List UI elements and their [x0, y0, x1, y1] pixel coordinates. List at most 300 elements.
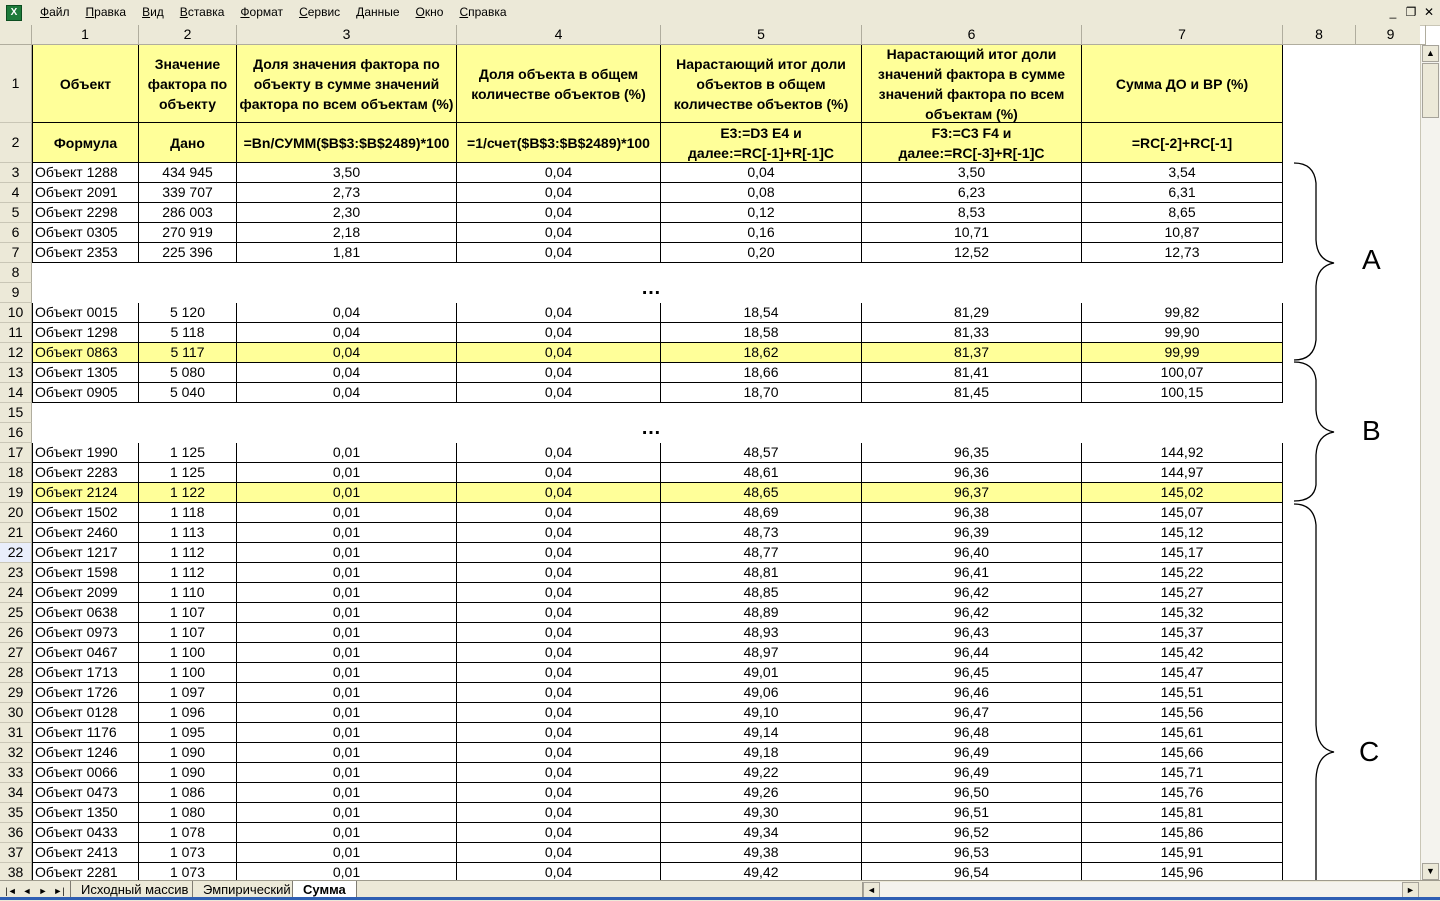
row-header[interactable]: 29 — [0, 683, 32, 703]
object-name-cell[interactable]: Объект 2353 — [32, 243, 139, 263]
column-header[interactable]: 9 — [1356, 25, 1426, 45]
value-cell[interactable]: 145,96 — [1082, 863, 1283, 883]
row-header[interactable]: 30 — [0, 703, 32, 723]
column-header[interactable]: 7 — [1082, 25, 1283, 45]
value-cell[interactable]: 0,04 — [661, 163, 862, 183]
value-cell[interactable]: 48,69 — [661, 503, 862, 523]
value-cell[interactable]: 5 080 — [139, 363, 237, 383]
value-cell[interactable]: 18,66 — [661, 363, 862, 383]
value-cell[interactable]: 0,04 — [457, 563, 661, 583]
menu-item[interactable]: Окно — [415, 5, 444, 19]
value-cell[interactable]: 96,44 — [862, 643, 1082, 663]
menu-item[interactable]: Справка — [459, 5, 507, 19]
value-cell[interactable]: 2,73 — [237, 183, 457, 203]
value-cell[interactable]: 0,01 — [237, 803, 457, 823]
value-cell[interactable]: 49,30 — [661, 803, 862, 823]
value-cell[interactable]: 10,71 — [862, 223, 1082, 243]
row-header[interactable]: 9 — [0, 283, 32, 303]
value-cell[interactable]: 0,01 — [237, 483, 457, 503]
value-cell[interactable]: 2,30 — [237, 203, 457, 223]
value-cell[interactable]: 96,47 — [862, 703, 1082, 723]
value-cell[interactable]: 145,27 — [1082, 583, 1283, 603]
value-cell[interactable]: 145,02 — [1082, 483, 1283, 503]
sheet-tab[interactable]: Сумма — [292, 881, 357, 900]
value-cell[interactable]: 1 096 — [139, 703, 237, 723]
value-cell[interactable]: 0,04 — [237, 323, 457, 343]
value-cell[interactable]: 0,01 — [237, 623, 457, 643]
object-name-cell[interactable]: Объект 1990 — [32, 443, 139, 463]
value-cell[interactable]: 18,54 — [661, 303, 862, 323]
value-cell[interactable]: 0,01 — [237, 683, 457, 703]
value-cell[interactable]: 0,01 — [237, 783, 457, 803]
row-header[interactable]: 33 — [0, 763, 32, 783]
value-cell[interactable]: 100,07 — [1082, 363, 1283, 383]
object-name-cell[interactable]: Объект 2413 — [32, 843, 139, 863]
row-header[interactable]: 28 — [0, 663, 32, 683]
value-cell[interactable]: 5 118 — [139, 323, 237, 343]
value-cell[interactable]: 0,01 — [237, 583, 457, 603]
value-cell[interactable]: 0,04 — [457, 543, 661, 563]
value-cell[interactable]: 1 125 — [139, 443, 237, 463]
value-cell[interactable]: 100,15 — [1082, 383, 1283, 403]
value-cell[interactable]: 96,43 — [862, 623, 1082, 643]
value-cell[interactable]: 0,01 — [237, 763, 457, 783]
value-cell[interactable]: 145,17 — [1082, 543, 1283, 563]
value-cell[interactable]: 0,04 — [457, 523, 661, 543]
value-cell[interactable]: 1 125 — [139, 463, 237, 483]
value-cell[interactable]: 0,04 — [457, 843, 661, 863]
value-cell[interactable]: 49,26 — [661, 783, 862, 803]
row-header[interactable]: 3 — [0, 163, 32, 183]
value-cell[interactable]: 1 112 — [139, 563, 237, 583]
value-cell[interactable]: 81,45 — [862, 383, 1082, 403]
row-header[interactable]: 18 — [0, 463, 32, 483]
value-cell[interactable]: 145,22 — [1082, 563, 1283, 583]
row-header[interactable]: 1 — [0, 45, 32, 123]
value-cell[interactable]: 0,04 — [457, 683, 661, 703]
object-name-cell[interactable]: Объект 0973 — [32, 623, 139, 643]
menu-item[interactable]: Вид — [142, 5, 164, 19]
object-name-cell[interactable]: Объект 1713 — [32, 663, 139, 683]
value-cell[interactable]: 81,41 — [862, 363, 1082, 383]
value-cell[interactable]: 0,04 — [457, 763, 661, 783]
value-cell[interactable]: 10,87 — [1082, 223, 1283, 243]
row-header[interactable]: 19 — [0, 483, 32, 503]
object-name-cell[interactable]: Объект 1298 — [32, 323, 139, 343]
vertical-scrollbar[interactable] — [1420, 45, 1440, 880]
value-cell[interactable]: 96,51 — [862, 803, 1082, 823]
row-header[interactable]: 31 — [0, 723, 32, 743]
formula-cell[interactable]: =1/счет($B$3:$B$2489)*100 — [457, 123, 661, 163]
object-name-cell[interactable]: Объект 0128 — [32, 703, 139, 723]
row-header[interactable]: 16 — [0, 423, 32, 443]
row-header[interactable]: 27 — [0, 643, 32, 663]
menu-item[interactable]: Правка — [85, 5, 127, 19]
value-cell[interactable]: 12,73 — [1082, 243, 1283, 263]
value-cell[interactable]: 1 086 — [139, 783, 237, 803]
value-cell[interactable]: 12,52 — [862, 243, 1082, 263]
row-header[interactable]: 37 — [0, 843, 32, 863]
object-name-cell[interactable]: Объект 1598 — [32, 563, 139, 583]
value-cell[interactable]: 96,50 — [862, 783, 1082, 803]
value-cell[interactable]: 6,23 — [862, 183, 1082, 203]
menu-item[interactable]: Формат — [240, 5, 284, 19]
value-cell[interactable]: 81,29 — [862, 303, 1082, 323]
row-header[interactable]: 38 — [0, 863, 32, 883]
row-header[interactable]: 25 — [0, 603, 32, 623]
row-header[interactable]: 12 — [0, 343, 32, 363]
select-all-corner[interactable] — [0, 25, 32, 45]
row-header[interactable]: 14 — [0, 383, 32, 403]
value-cell[interactable]: 96,41 — [862, 563, 1082, 583]
value-cell[interactable]: 96,37 — [862, 483, 1082, 503]
value-cell[interactable]: 96,42 — [862, 583, 1082, 603]
formula-cell[interactable]: F3:=C3 F4 и далее:=RC[-3]+R[-1]C — [862, 123, 1082, 163]
value-cell[interactable]: 5 117 — [139, 343, 237, 363]
scroll-left-icon[interactable]: ◄ — [863, 882, 880, 899]
object-name-cell[interactable]: Объект 1726 — [32, 683, 139, 703]
object-name-cell[interactable]: Объект 0305 — [32, 223, 139, 243]
value-cell[interactable]: 99,90 — [1082, 323, 1283, 343]
value-cell[interactable]: 81,37 — [862, 343, 1082, 363]
value-cell[interactable]: 1 110 — [139, 583, 237, 603]
value-cell[interactable]: 48,97 — [661, 643, 862, 663]
value-cell[interactable]: 96,36 — [862, 463, 1082, 483]
value-cell[interactable]: 49,22 — [661, 763, 862, 783]
value-cell[interactable]: 3,50 — [237, 163, 457, 183]
row-header[interactable]: 6 — [0, 223, 32, 243]
value-cell[interactable]: 0,01 — [237, 463, 457, 483]
value-cell[interactable]: 1 097 — [139, 683, 237, 703]
sheet-tab[interactable]: Исходный массив — [70, 881, 199, 900]
value-cell[interactable]: 0,01 — [237, 663, 457, 683]
last-sheet-icon[interactable]: ►| — [53, 886, 65, 896]
sheet-tab[interactable]: Эмпирический — [192, 881, 302, 900]
value-cell[interactable]: 0,01 — [237, 523, 457, 543]
value-cell[interactable]: 0,04 — [457, 743, 661, 763]
value-cell[interactable]: 145,32 — [1082, 603, 1283, 623]
value-cell[interactable]: 0,04 — [237, 363, 457, 383]
value-cell[interactable]: 0,04 — [457, 183, 661, 203]
value-cell[interactable]: 0,04 — [457, 583, 661, 603]
value-cell[interactable]: 145,42 — [1082, 643, 1283, 663]
value-cell[interactable]: 1 095 — [139, 723, 237, 743]
value-cell[interactable]: 48,81 — [661, 563, 862, 583]
value-cell[interactable]: 8,65 — [1082, 203, 1283, 223]
value-cell[interactable]: 145,37 — [1082, 623, 1283, 643]
value-cell[interactable]: 145,07 — [1082, 503, 1283, 523]
object-name-cell[interactable]: Объект 0638 — [32, 603, 139, 623]
value-cell[interactable]: 1 113 — [139, 523, 237, 543]
value-cell[interactable]: 3,54 — [1082, 163, 1283, 183]
value-cell[interactable]: 0,01 — [237, 643, 457, 663]
value-cell[interactable]: 49,38 — [661, 843, 862, 863]
value-cell[interactable]: 48,77 — [661, 543, 862, 563]
value-cell[interactable]: 434 945 — [139, 163, 237, 183]
value-cell[interactable]: 145,12 — [1082, 523, 1283, 543]
object-name-cell[interactable]: Объект 2298 — [32, 203, 139, 223]
column-header[interactable]: 4 — [457, 25, 661, 45]
value-cell[interactable]: 0,04 — [237, 383, 457, 403]
object-name-cell[interactable]: Объект 2281 — [32, 863, 139, 883]
minimize-icon[interactable]: _ — [1389, 5, 1397, 19]
scroll-down-icon[interactable]: ▼ — [1422, 863, 1439, 880]
header-cell[interactable]: Сумма ДО и ВР (%) — [1082, 45, 1283, 123]
value-cell[interactable]: 0,04 — [457, 343, 661, 363]
value-cell[interactable]: 0,01 — [237, 443, 457, 463]
value-cell[interactable]: 0,04 — [457, 623, 661, 643]
close-icon[interactable]: ✕ — [1423, 5, 1435, 19]
value-cell[interactable]: 0,01 — [237, 823, 457, 843]
row-header[interactable]: 35 — [0, 803, 32, 823]
row-header[interactable]: 7 — [0, 243, 32, 263]
row-header[interactable]: 24 — [0, 583, 32, 603]
object-name-cell[interactable]: Объект 2091 — [32, 183, 139, 203]
row-header[interactable]: 36 — [0, 823, 32, 843]
row-header[interactable]: 5 — [0, 203, 32, 223]
value-cell[interactable]: 145,81 — [1082, 803, 1283, 823]
value-cell[interactable]: 286 003 — [139, 203, 237, 223]
row-header[interactable]: 10 — [0, 303, 32, 323]
value-cell[interactable]: 0,08 — [661, 183, 862, 203]
value-cell[interactable]: 0,01 — [237, 723, 457, 743]
object-name-cell[interactable]: Объект 0473 — [32, 783, 139, 803]
value-cell[interactable]: 48,57 — [661, 443, 862, 463]
object-name-cell[interactable]: Объект 2124 — [32, 483, 139, 503]
value-cell[interactable]: 1 080 — [139, 803, 237, 823]
value-cell[interactable]: 1 100 — [139, 663, 237, 683]
object-name-cell[interactable]: Объект 0467 — [32, 643, 139, 663]
value-cell[interactable]: 1 073 — [139, 843, 237, 863]
value-cell[interactable]: 8,53 — [862, 203, 1082, 223]
restore-icon[interactable]: ❐ — [1405, 5, 1417, 19]
value-cell[interactable]: 145,47 — [1082, 663, 1283, 683]
value-cell[interactable]: 1 100 — [139, 643, 237, 663]
menu-item[interactable]: Вставка — [179, 5, 225, 19]
value-cell[interactable]: 270 919 — [139, 223, 237, 243]
value-cell[interactable]: 96,48 — [862, 723, 1082, 743]
value-cell[interactable]: 49,42 — [661, 863, 862, 883]
object-name-cell[interactable]: Объект 0066 — [32, 763, 139, 783]
value-cell[interactable]: 0,04 — [237, 343, 457, 363]
value-cell[interactable]: 144,92 — [1082, 443, 1283, 463]
first-sheet-icon[interactable]: |◄ — [5, 886, 17, 896]
object-name-cell[interactable]: Объект 2099 — [32, 583, 139, 603]
value-cell[interactable]: 145,56 — [1082, 703, 1283, 723]
value-cell[interactable]: 99,82 — [1082, 303, 1283, 323]
row-header[interactable]: 32 — [0, 743, 32, 763]
value-cell[interactable]: 0,04 — [237, 303, 457, 323]
value-cell[interactable]: 48,65 — [661, 483, 862, 503]
value-cell[interactable]: 1 090 — [139, 743, 237, 763]
value-cell[interactable]: 0,04 — [457, 323, 661, 343]
value-cell[interactable]: 0,01 — [237, 743, 457, 763]
value-cell[interactable]: 0,12 — [661, 203, 862, 223]
value-cell[interactable]: 96,38 — [862, 503, 1082, 523]
value-cell[interactable]: 0,04 — [457, 223, 661, 243]
value-cell[interactable]: 145,51 — [1082, 683, 1283, 703]
column-header[interactable]: 1 — [32, 25, 139, 45]
header-cell[interactable]: Значение фактора по объекту — [139, 45, 237, 123]
value-cell[interactable]: 49,14 — [661, 723, 862, 743]
header-cell[interactable]: Доля объекта в общем количестве объектов (%) — [457, 45, 661, 123]
value-cell[interactable]: 1 118 — [139, 503, 237, 523]
formula-cell[interactable]: =RC[-2]+RC[-1] — [1082, 123, 1283, 163]
row-header[interactable]: 21 — [0, 523, 32, 543]
value-cell[interactable]: 0,04 — [457, 383, 661, 403]
value-cell[interactable]: 3,50 — [862, 163, 1082, 183]
next-sheet-icon[interactable]: ► — [38, 886, 48, 896]
formula-cell[interactable]: =Bn/СУММ($B$3:$B$2489)*100 — [237, 123, 457, 163]
column-header[interactable]: 8 — [1283, 25, 1356, 45]
value-cell[interactable]: 0,01 — [237, 543, 457, 563]
value-cell[interactable]: 0,04 — [457, 163, 661, 183]
scroll-thumb[interactable] — [1422, 63, 1439, 118]
column-header[interactable]: 3 — [237, 25, 457, 45]
value-cell[interactable]: 81,33 — [862, 323, 1082, 343]
value-cell[interactable]: 0,04 — [457, 703, 661, 723]
value-cell[interactable]: 18,58 — [661, 323, 862, 343]
menu-item[interactable]: Данные — [356, 5, 400, 19]
value-cell[interactable]: 48,93 — [661, 623, 862, 643]
value-cell[interactable]: 96,53 — [862, 843, 1082, 863]
value-cell[interactable]: 49,34 — [661, 823, 862, 843]
object-name-cell[interactable]: Объект 1246 — [32, 743, 139, 763]
formula-cell[interactable]: E3:=D3 E4 и далее:=RC[-1]+R[-1]C — [661, 123, 862, 163]
value-cell[interactable]: 0,04 — [457, 503, 661, 523]
value-cell[interactable]: 1 107 — [139, 603, 237, 623]
value-cell[interactable]: 0,01 — [237, 603, 457, 623]
value-cell[interactable]: 1 107 — [139, 623, 237, 643]
value-cell[interactable]: 48,89 — [661, 603, 862, 623]
value-cell[interactable]: 49,01 — [661, 663, 862, 683]
row-header[interactable]: 20 — [0, 503, 32, 523]
value-cell[interactable]: 49,10 — [661, 703, 862, 723]
value-cell[interactable]: 225 396 — [139, 243, 237, 263]
prev-sheet-icon[interactable]: ◄ — [22, 886, 32, 896]
value-cell[interactable]: 1 090 — [139, 763, 237, 783]
value-cell[interactable]: 0,01 — [237, 863, 457, 883]
value-cell[interactable]: 1,81 — [237, 243, 457, 263]
value-cell[interactable]: 339 707 — [139, 183, 237, 203]
value-cell[interactable]: 0,04 — [457, 363, 661, 383]
value-cell[interactable]: 96,40 — [862, 543, 1082, 563]
row-header[interactable]: 17 — [0, 443, 32, 463]
value-cell[interactable]: 0,04 — [457, 643, 661, 663]
value-cell[interactable]: 48,73 — [661, 523, 862, 543]
row-header[interactable]: 4 — [0, 183, 32, 203]
value-cell[interactable]: 0,04 — [457, 823, 661, 843]
value-cell[interactable]: 6,31 — [1082, 183, 1283, 203]
value-cell[interactable]: 2,18 — [237, 223, 457, 243]
header-cell[interactable]: Объект — [32, 45, 139, 123]
value-cell[interactable]: 99,99 — [1082, 343, 1283, 363]
value-cell[interactable]: 0,01 — [237, 703, 457, 723]
row-header[interactable]: 26 — [0, 623, 32, 643]
object-name-cell[interactable]: Объект 1350 — [32, 803, 139, 823]
value-cell[interactable]: 96,42 — [862, 603, 1082, 623]
header-cell[interactable]: Нарастающий итог доли объектов в общем количестве объектов (%) — [661, 45, 862, 123]
value-cell[interactable]: 1 078 — [139, 823, 237, 843]
scroll-up-icon[interactable]: ▲ — [1422, 45, 1439, 62]
value-cell[interactable]: 0,01 — [237, 563, 457, 583]
row-header[interactable]: 34 — [0, 783, 32, 803]
object-name-cell[interactable]: Объект 2460 — [32, 523, 139, 543]
header-cell[interactable]: Доля значения фактора по объекту в сумме значений фактора по всем объектам (%) — [237, 45, 457, 123]
value-cell[interactable]: 0,04 — [457, 203, 661, 223]
column-header[interactable]: 6 — [862, 25, 1082, 45]
value-cell[interactable]: 145,76 — [1082, 783, 1283, 803]
value-cell[interactable]: 48,85 — [661, 583, 862, 603]
object-name-cell[interactable]: Объект 1502 — [32, 503, 139, 523]
row-header[interactable]: 2 — [0, 123, 32, 163]
column-header[interactable]: 5 — [661, 25, 862, 45]
value-cell[interactable]: 0,01 — [237, 843, 457, 863]
object-name-cell[interactable]: Объект 2283 — [32, 463, 139, 483]
object-name-cell[interactable]: Объект 1288 — [32, 163, 139, 183]
row-header[interactable]: 11 — [0, 323, 32, 343]
row-header[interactable]: 8 — [0, 263, 32, 283]
value-cell[interactable]: 0,20 — [661, 243, 862, 263]
value-cell[interactable]: 0,04 — [457, 303, 661, 323]
value-cell[interactable]: 0,01 — [237, 503, 457, 523]
formula-cell[interactable]: Дано — [139, 123, 237, 163]
value-cell[interactable]: 0,04 — [457, 483, 661, 503]
value-cell[interactable]: 96,54 — [862, 863, 1082, 883]
object-name-cell[interactable]: Объект 1176 — [32, 723, 139, 743]
header-cell[interactable]: Нарастающий итог доли значений фактора в сумме значений фактора по всем объектам (%) — [862, 45, 1082, 123]
value-cell[interactable]: 49,18 — [661, 743, 862, 763]
value-cell[interactable]: 1 073 — [139, 863, 237, 883]
value-cell[interactable]: 145,91 — [1082, 843, 1283, 863]
menu-item[interactable]: Сервис — [299, 5, 341, 19]
value-cell[interactable]: 0,04 — [457, 443, 661, 463]
row-header[interactable]: 23 — [0, 563, 32, 583]
value-cell[interactable]: 48,61 — [661, 463, 862, 483]
value-cell[interactable]: 144,97 — [1082, 463, 1283, 483]
value-cell[interactable]: 96,49 — [862, 763, 1082, 783]
object-name-cell[interactable]: Объект 1217 — [32, 543, 139, 563]
object-name-cell[interactable]: Объект 1305 — [32, 363, 139, 383]
column-header[interactable]: 2 — [139, 25, 237, 45]
value-cell[interactable]: 0,04 — [457, 463, 661, 483]
value-cell[interactable]: 145,86 — [1082, 823, 1283, 843]
value-cell[interactable]: 96,35 — [862, 443, 1082, 463]
value-cell[interactable]: 145,71 — [1082, 763, 1283, 783]
value-cell[interactable]: 96,45 — [862, 663, 1082, 683]
excel-icon[interactable]: X — [6, 5, 22, 21]
value-cell[interactable]: 0,04 — [457, 603, 661, 623]
object-name-cell[interactable]: Объект 0905 — [32, 383, 139, 403]
value-cell[interactable]: 0,04 — [457, 723, 661, 743]
object-name-cell[interactable]: Объект 0015 — [32, 303, 139, 323]
object-name-cell[interactable]: Объект 0433 — [32, 823, 139, 843]
value-cell[interactable]: 0,04 — [457, 803, 661, 823]
formula-cell[interactable]: Формула — [32, 123, 139, 163]
value-cell[interactable]: 18,70 — [661, 383, 862, 403]
value-cell[interactable]: 5 040 — [139, 383, 237, 403]
row-header[interactable]: 15 — [0, 403, 32, 423]
value-cell[interactable]: 0,16 — [661, 223, 862, 243]
value-cell[interactable]: 0,04 — [457, 243, 661, 263]
scroll-right-icon[interactable]: ► — [1402, 882, 1419, 899]
value-cell[interactable]: 18,62 — [661, 343, 862, 363]
row-header[interactable]: 13 — [0, 363, 32, 383]
value-cell[interactable]: 49,06 — [661, 683, 862, 703]
value-cell[interactable]: 96,39 — [862, 523, 1082, 543]
value-cell[interactable]: 1 122 — [139, 483, 237, 503]
menu-item[interactable]: Файл — [40, 5, 70, 19]
